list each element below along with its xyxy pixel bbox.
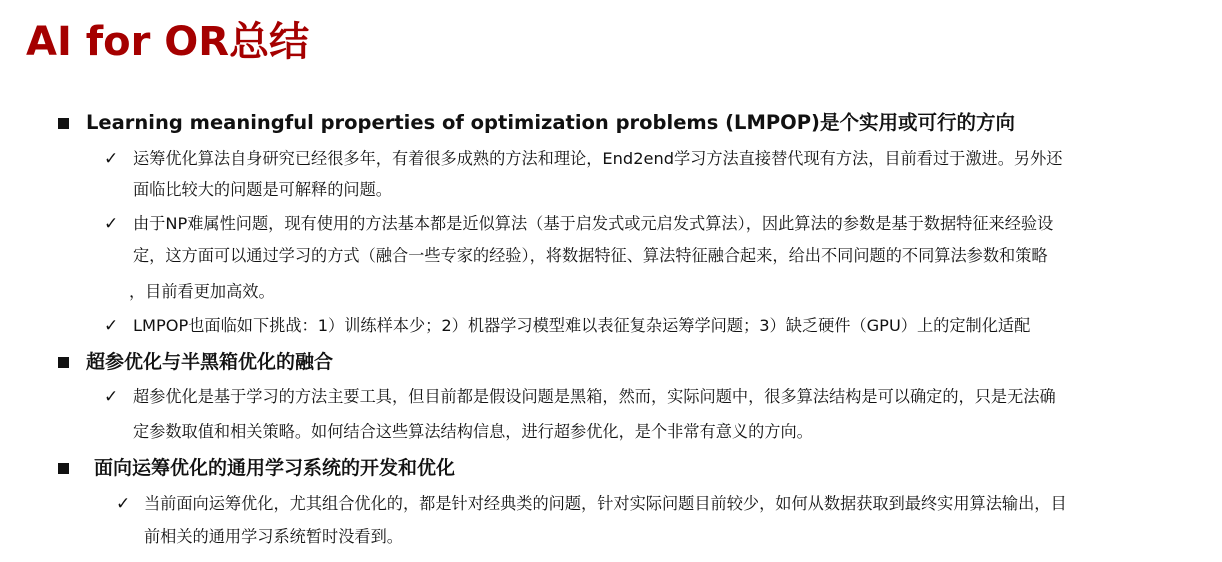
section-heading: Learning meaningful properties of optimization problems (LMPOP)是个实用或可行的方向 — [86, 111, 1015, 134]
square-bullet-icon — [58, 118, 69, 129]
checkmark-icon: ✓ — [104, 387, 119, 407]
bullet-text-line: LMPOP也面临如下挑战：1）训练样本少；2）机器学习模型难以表征复杂运筹学问题；3）缺乏硬件（GPU）上的定制化适配 — [133, 316, 1031, 335]
bullet-text-line: 由于NP难属性问题，现有使用的方法基本都是近似算法（基于启发式或元启发式算法），因此算法的参数是基于数据特征来经验设 — [133, 214, 1054, 233]
checkmark-icon: ✓ — [104, 149, 119, 169]
bullet-text-line: 面临比较大的问题是可解释的问题。 — [133, 180, 392, 199]
bullet-text-line: 当前面向运筹优化，尤其组合优化的，都是针对经典类的问题，针对实际问题目前较少，如何从数据获取到最终实用算法输出，目 — [144, 494, 1067, 513]
checkmark-icon: ✓ — [104, 316, 119, 336]
checkmark-icon: ✓ — [104, 214, 119, 234]
bullet-text-line: 定，这方面可以通过学习的方式（融合一些专家的经验），将数据特征、算法特征融合起来，给出不同问题的不同算法参数和策略 — [133, 246, 1048, 265]
square-bullet-icon — [58, 357, 69, 368]
bullet-text-line: 运筹优化算法自身研究已经很多年，有着很多成熟的方法和理论，End2end学习方法直接替代现有方法，目前看过于激进。另外还 — [133, 149, 1063, 168]
bullet-text-line: 超参优化是基于学习的方法主要工具，但目前都是假设问题是黑箱，然而，实际问题中，很多算法结构是可以确定的，只是无法确 — [133, 387, 1056, 406]
bullet-text-line: 前相关的通用学习系统暂时没看到。 — [144, 527, 403, 546]
section-heading: 超参优化与半黑箱优化的融合 — [86, 351, 334, 373]
square-bullet-icon — [58, 463, 69, 474]
checkmark-icon: ✓ — [116, 494, 131, 514]
bullet-text-line: ，目前看更加高效。 — [129, 282, 275, 301]
bullet-text-line: 定参数取值和相关策略。如何结合这些算法结构信息，进行超参优化，是个非常有意义的方向。 — [133, 422, 813, 441]
section-heading: 面向运筹优化的通用学习系统的开发和优化 — [94, 457, 456, 479]
slide-title: AI for OR总结 — [26, 19, 310, 65]
